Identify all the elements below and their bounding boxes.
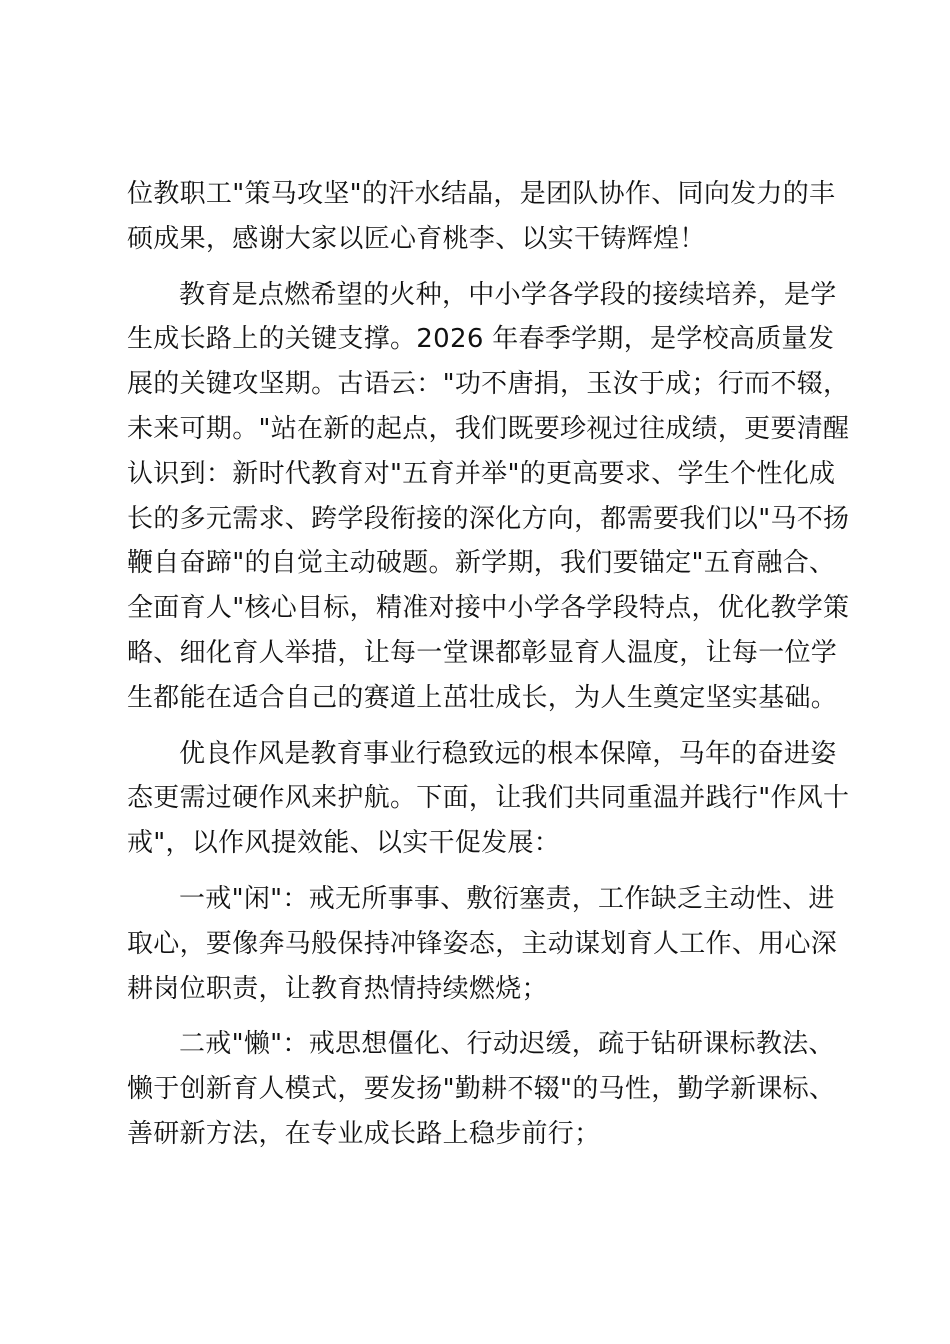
text-line: 认识到：新时代教育对"五育并举"的更高要求、学生个性化成 xyxy=(127,458,836,489)
document-body xyxy=(127,172,850,1157)
text-line: 硕成果，感谢大家以匠心育桃李、以实干铸辉煌！ xyxy=(127,223,706,254)
text-line: 态更需过硬作风来护航。下面，让我们共同重温并践行"作风十 xyxy=(127,783,850,814)
text-line: 全面育人"核心目标，精准对接中小学各学段特点，优化教学策 xyxy=(127,593,850,624)
paragraph-4 xyxy=(127,877,837,1011)
text-line: 取心，要像奔马般保持冲锋姿态，主动谋划育人工作、用心深 xyxy=(127,928,838,959)
text-line: 鞭自奋蹄"的自觉主动破题。新学期，我们要锚定"五育融合、 xyxy=(127,548,836,579)
text-line: 二戒"懒"：戒思想僵化、行动迟缓，疏于钻研课标教法、 xyxy=(179,1029,835,1060)
paragraph-3 xyxy=(127,732,850,866)
text-line: 长的多元需求、跨学段衔接的深化方向，都需要我们以"马不扬 xyxy=(127,503,850,534)
text-line: 优良作风是教育事业行稳致远的根本保障，马年的奋进姿 xyxy=(179,738,837,769)
paragraph-2 xyxy=(127,273,850,721)
text-line: 教育是点燃希望的火种，中小学各学段的接续培养，是学 xyxy=(179,279,837,310)
text-line: 生成长路上的关键支撑。2026 年春季学期，是学校高质量发 xyxy=(127,324,835,355)
paragraph-1 xyxy=(127,172,837,262)
text-line: 生都能在适合自己的赛道上茁壮成长，为人生奠定坚实基础。 xyxy=(127,682,838,713)
text-line: 善研新方法，在专业成长路上稳步前行； xyxy=(127,1118,601,1149)
text-line: 未来可期。"站在新的起点，我们既要珍视过往成绩，更要清醒 xyxy=(127,413,850,444)
text-line: 位教职工"策马攻坚"的汗水结晶，是团队协作、同向发力的丰 xyxy=(127,179,836,209)
text-line: 略、细化育人举措，让每一堂课都彰显育人温度，让每一位学 xyxy=(127,637,838,668)
text-line: 展的关键攻坚期。古语云："功不唐捐，玉汝于成；行而不辍， xyxy=(127,369,850,400)
paragraph-5 xyxy=(127,1022,837,1156)
text-line: 耕岗位职责，让教育热情持续燃烧； xyxy=(127,973,548,1004)
text-line: 戒"，以作风提效能、以实干促发展： xyxy=(127,828,561,859)
text-line: 懒于创新育人模式，要发扬"勤耕不辍"的马性，勤学新课标、 xyxy=(127,1074,836,1105)
text-line: 一戒"闲"：戒无所事事、敷衍塞责，工作缺乏主动性、进 xyxy=(179,883,835,914)
